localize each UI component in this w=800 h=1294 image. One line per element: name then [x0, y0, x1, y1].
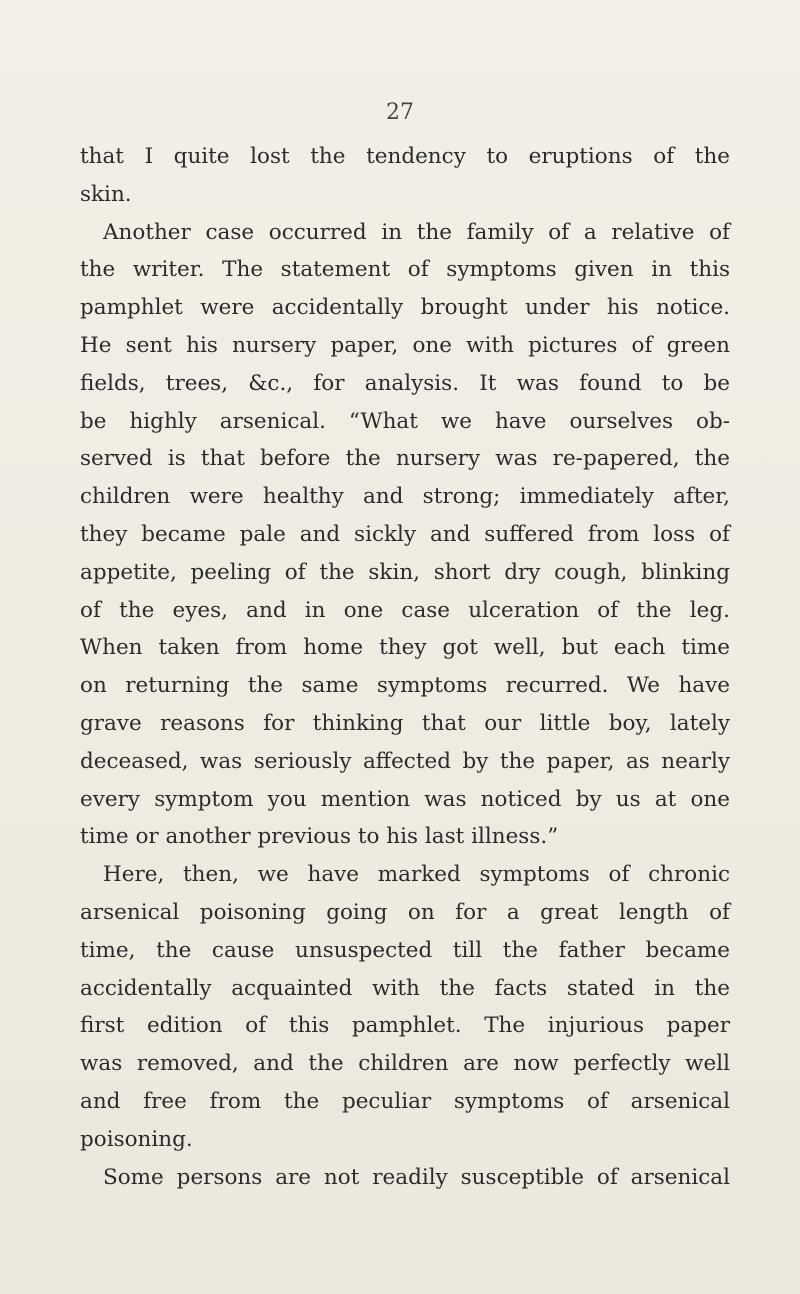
text-line: was removed, and the children are now perfectly well: [80, 1051, 730, 1077]
page-number: 27: [386, 100, 414, 125]
text-line: time or another previous to his last illness.”: [80, 824, 559, 850]
text-line: every symptom you mention was noticed by us at one: [80, 786, 730, 812]
text-line: time, the cause unsuspected till the father became: [80, 937, 730, 963]
text-line: When taken from home they got well, but each time: [80, 635, 730, 661]
text-line: first edition of this pamphlet. The injurious paper: [80, 1013, 730, 1039]
text-line: He sent his nursery paper, one with pictures of green: [80, 332, 730, 358]
text-line: on returning the same symptoms recurred. We have: [80, 673, 730, 699]
text-line: pamphlet were accidentally brought under his notice.: [80, 295, 730, 321]
text-line: skin.: [80, 181, 132, 207]
text-line: Some persons are not readily susceptible of arsenical: [103, 1164, 730, 1190]
text-line: appetite, peeling of the skin, short dry cough, blinking: [80, 559, 730, 585]
text-line: that I quite lost the tendency to eruptions of the: [80, 144, 730, 169]
text-line: the writer. The statement of symptoms given in this: [80, 257, 730, 283]
text-line: they became pale and sickly and suffered from loss of: [80, 521, 730, 547]
text-line: Another case occurred in the family of a relative of: [103, 219, 730, 245]
text-line: Here, then, we have marked symptoms of chronic: [103, 862, 730, 888]
text-line: of the eyes, and in one case ulceration of the leg.: [80, 597, 730, 623]
text-line: served is that before the nursery was re-papered, the: [80, 446, 730, 472]
body-text: [80, 138, 730, 1196]
text-line: accidentally acquainted with the facts stated in the: [80, 975, 730, 1001]
text-line: and free from the peculiar symptoms of arsenical: [80, 1088, 730, 1114]
text-line: be highly arsenical. “What we have ourselves ob-: [80, 408, 730, 434]
text-line: deceased, was seriously affected by the paper, as nearly: [80, 748, 730, 774]
text-line: arsenical poisoning going on for a great length of: [80, 899, 730, 925]
text-line: children were healthy and strong; immediately after,: [80, 484, 730, 510]
text-line: grave reasons for thinking that our little boy, lately: [80, 710, 730, 736]
text-line: fields, trees, &c., for analysis. It was found to be: [80, 370, 730, 396]
text-line: poisoning.: [80, 1126, 193, 1152]
